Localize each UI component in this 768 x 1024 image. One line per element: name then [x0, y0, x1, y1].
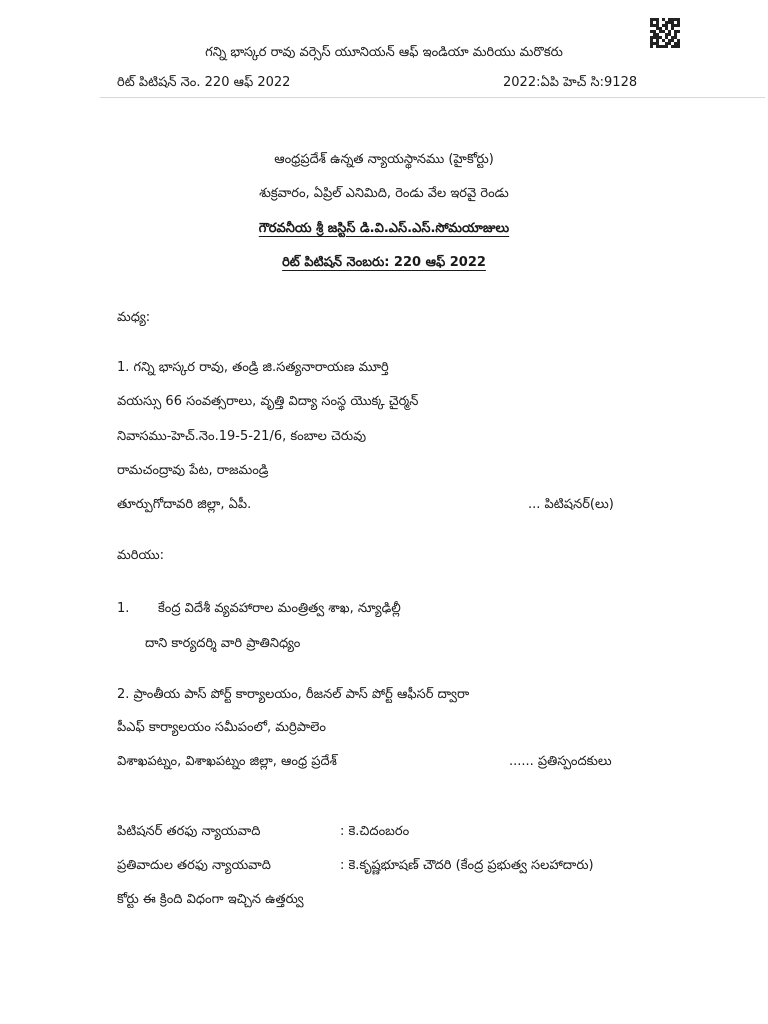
respondent-line: పీఎఫ్ కార్యాలయం సమీపంలో, మర్రిపాలెం — [117, 720, 326, 735]
respondent-line: దాని కార్యదర్శి వారి ప్రాతినిధ్యం — [145, 636, 301, 651]
header-divider — [100, 97, 765, 98]
judge-name: గౌరవనీయ శ్రీ జస్టిస్ డి.వి.ఎస్.ఎస్.సోమయాజులు — [258, 221, 510, 236]
respondent-counsel-label: ప్రతివాదుల తరఫు న్యాయవాది — [117, 858, 271, 873]
respondent-role: ...... ప్రతిస్పందకులు — [509, 754, 612, 769]
respondent-counsel-value: : కె.కృష్ణభూషణ్ చౌదరి (కేంద్ర ప్రభుత్వ సలహాదారు) — [340, 858, 594, 873]
petitioner-role: ... పిటిషనర్(లు) — [528, 497, 614, 512]
petitioner-line: తూర్పుగోదావరి జిల్లా, ఏపీ. — [117, 497, 252, 512]
and-label: మరియు: — [117, 548, 165, 563]
petitioner-counsel-value: : కె.చిదంబరం — [340, 824, 410, 839]
petitioner-line: 1. గన్ని భాస్కర రావు, తండ్రి జి.సత్యనారాయణ మూర్తి — [117, 360, 389, 375]
case-title: గన్ని భాస్కర రావు వర్సెస్ యూనియన్ ఆఫ్ ఇండియా మరియు మరొకరు — [205, 45, 563, 60]
case-number: రిట్ పిటిషన్ నెం. 220 ఆఫ్ 2022 — [117, 75, 291, 90]
petitioner-line: వయస్సు 66 సంవత్సరాలు, వృత్తి విద్యా సంస్థ యొక్క చైర్మన్ — [117, 394, 419, 409]
hearing-date: శుక్రవారం, ఏప్రిల్ ఎనిమిది, రెండు వేల ఇరవై రెండు — [259, 186, 509, 201]
citation: 2022:ఏపి హెచ్ సి:9128 — [503, 75, 638, 90]
respondent-line: విశాఖపట్నం, విశాఖపట్నం జిల్లా, ఆంధ్ర ప్రదేశ్ — [117, 754, 337, 769]
petition-number: రిట్ పిటిషన్ నెంబరు: 220 ఆఫ్ 2022 — [282, 255, 486, 270]
petitioner-line: నివాసము-హెచ్.నెం.19-5-21/6, కంబాల చెరువు — [117, 429, 367, 444]
court-name: ఆంధ్రప్రదేశ్ ఉన్నత న్యాయస్థానము (హైకోర్టు) — [274, 152, 494, 167]
between-label: మధ్య: — [117, 310, 151, 325]
petitioner-counsel-label: పిటిషనర్ తరఫు న్యాయవాది — [117, 824, 261, 839]
order-intro: కోర్టు ఈ క్రింది విధంగా ఇచ్చిన ఉత్తర్వు — [117, 892, 304, 907]
respondent-number: 1. — [117, 601, 130, 616]
qr-code-icon — [650, 18, 680, 48]
respondent-line: కేంద్ర విదేశీ వ్యవహారాల మంత్రిత్వ శాఖ, న్యూఢిల్లీ — [158, 601, 401, 616]
respondent-line: 2. ప్రాంతీయ పాస్ పోర్ట్ కార్యాలయం, రీజనల్ పాస్ పోర్ట్ ఆఫీసర్ ద్వారా — [117, 687, 470, 702]
petitioner-line: రామచంద్రావు పేట, రాజమండ్రి — [117, 463, 269, 478]
